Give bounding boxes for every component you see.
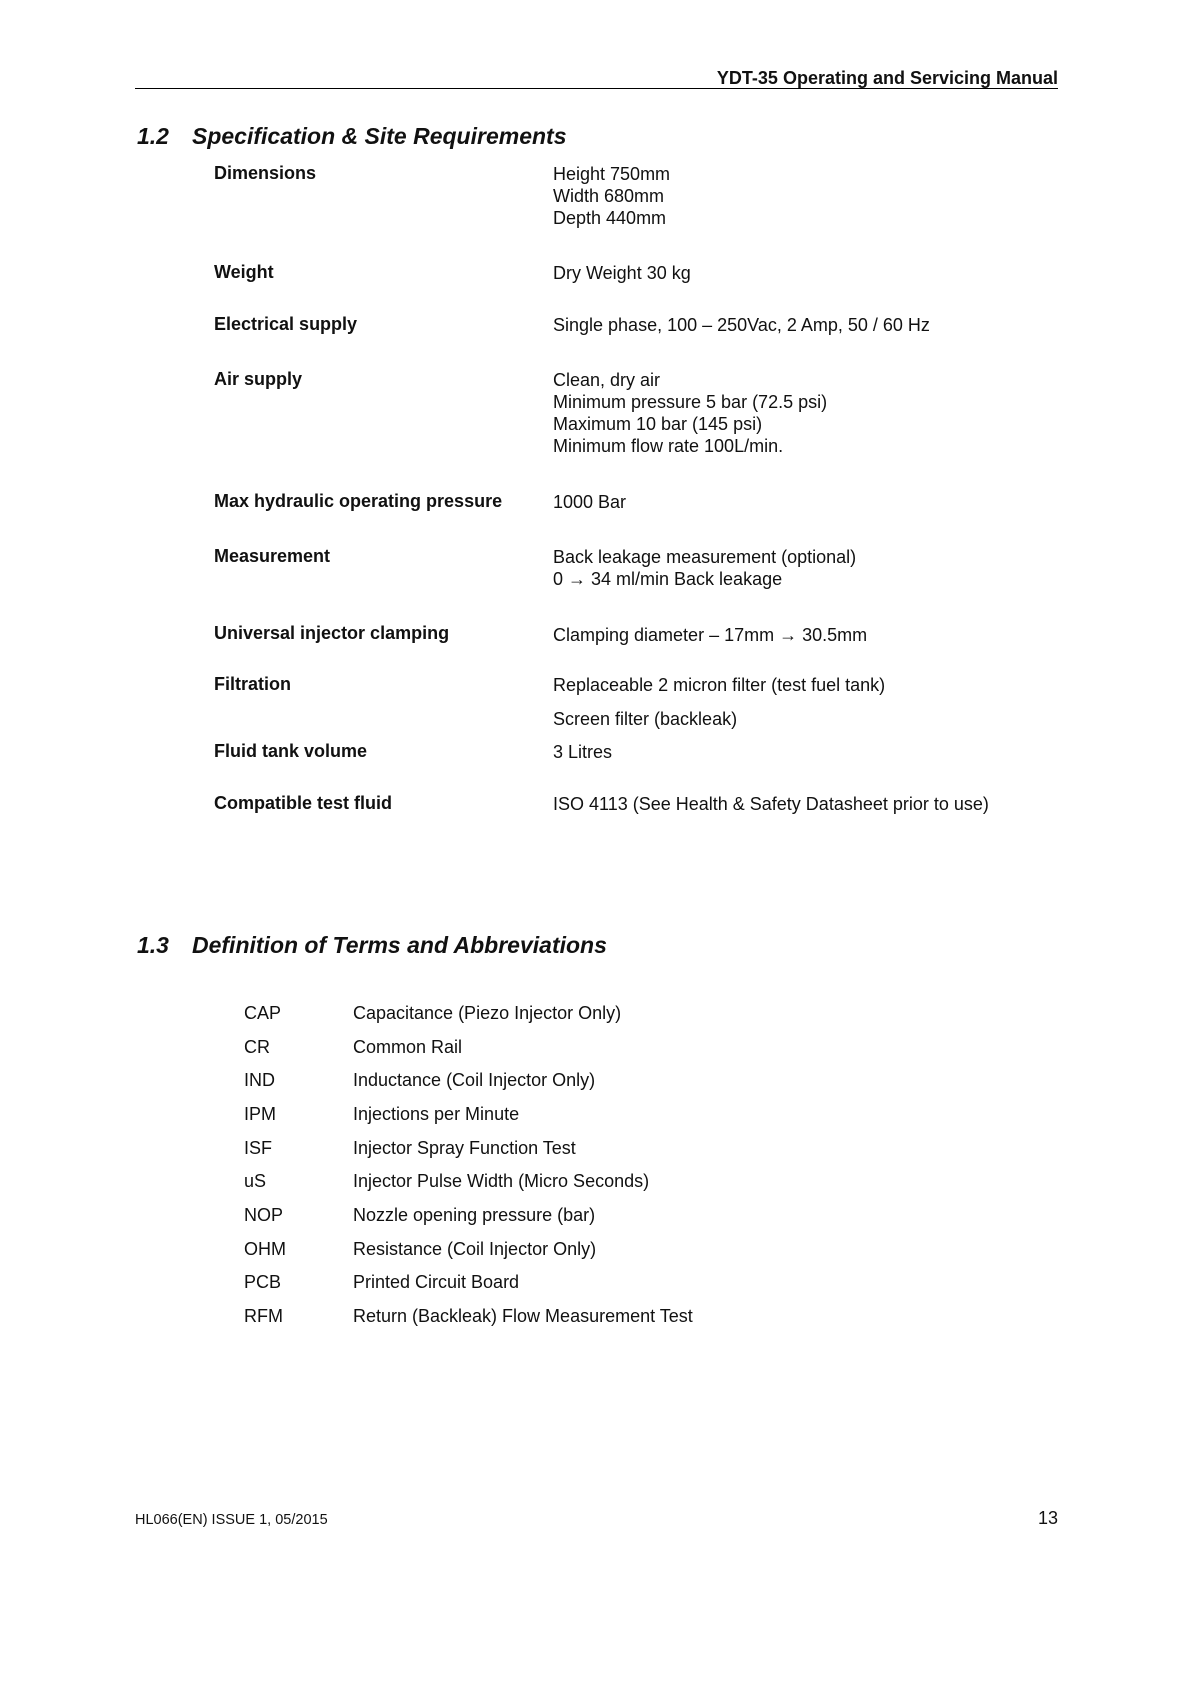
section-number: 1.3	[137, 932, 169, 958]
spec-label: Electrical supply	[214, 314, 358, 334]
term-definition: Resistance (Coil Injector Only)	[353, 1239, 597, 1259]
term-definition: Injector Spray Function Test	[353, 1138, 576, 1158]
term-definition: Injections per Minute	[353, 1104, 520, 1124]
spec-value-line: Minimum flow rate 100L/min.	[553, 436, 784, 456]
section-title: Definition of Terms and Abbreviations	[192, 932, 607, 958]
spec-label: Air supply	[214, 369, 303, 389]
term-definition: Common Rail	[353, 1037, 463, 1057]
spec-value-line: Screen filter (backleak)	[553, 709, 738, 729]
term-definition: Return (Backleak) Flow Measurement Test	[353, 1306, 693, 1326]
spec-value-line: Minimum pressure 5 bar (72.5 psi)	[553, 392, 828, 412]
spec-value-line: Dry Weight 30 kg	[553, 263, 691, 283]
spec-value-line: 0 → 34 ml/min Back leakage	[553, 569, 783, 589]
footer-document-ref: HL066(EN) ISSUE 1, 05/2015	[135, 1512, 328, 1528]
spec-label: Weight	[214, 262, 274, 282]
spec-value-line: ISO 4113 (See Health & Safety Datasheet prior to use)	[553, 794, 989, 814]
term-abbreviation: RFM	[244, 1306, 283, 1326]
header-rule	[135, 88, 1058, 89]
term-abbreviation: PCB	[244, 1272, 282, 1292]
section-heading-spec	[137, 123, 566, 150]
spec-label: Measurement	[214, 546, 331, 566]
page-header-title: YDT-35 Operating and Servicing Manual	[716, 68, 1058, 88]
term-definition: Printed Circuit Board	[353, 1272, 520, 1292]
spec-label: Dimensions	[214, 163, 317, 183]
spec-label: Compatible test fluid	[214, 793, 393, 813]
term-definition: Injector Pulse Width (Micro Seconds)	[353, 1171, 650, 1191]
term-abbreviation: ISF	[244, 1138, 273, 1158]
section-heading-terms	[137, 932, 607, 959]
term-abbreviation: uS	[244, 1171, 267, 1191]
term-abbreviation: IND	[244, 1070, 275, 1090]
spec-value-line: Depth 440mm	[553, 208, 667, 228]
spec-value-line: Clean, dry air	[553, 370, 661, 390]
term-abbreviation: NOP	[244, 1205, 284, 1225]
term-definition: Nozzle opening pressure (bar)	[353, 1205, 596, 1225]
section-title: Specification & Site Requirements	[192, 123, 567, 149]
spec-value-line: 1000 Bar	[553, 492, 627, 512]
footer-page-number: 13	[1037, 1508, 1058, 1528]
spec-label: Filtration	[214, 674, 291, 694]
term-abbreviation: OHM	[244, 1239, 286, 1259]
spec-label: Max hydraulic operating pressure	[214, 491, 503, 511]
spec-label: Fluid tank volume	[214, 741, 368, 761]
spec-value-line: Replaceable 2 micron filter (test fuel tank)	[553, 675, 886, 695]
spec-value-line: Height 750mm	[553, 164, 671, 184]
spec-value-line: Clamping diameter – 17mm → 30.5mm	[553, 625, 868, 645]
term-definition: Capacitance (Piezo Injector Only)	[353, 1003, 622, 1023]
spec-value-line: Maximum 10 bar (145 psi)	[553, 414, 763, 434]
term-abbreviation: CR	[244, 1037, 270, 1057]
section-number: 1.2	[137, 123, 169, 149]
spec-value-line: Width 680mm	[553, 186, 665, 206]
spec-value-line: 3 Litres	[553, 742, 613, 762]
term-abbreviation: IPM	[244, 1104, 277, 1124]
term-definition: Inductance (Coil Injector Only)	[353, 1070, 596, 1090]
spec-label: Universal injector clamping	[214, 623, 450, 643]
spec-value-line: Single phase, 100 – 250Vac, 2 Amp, 50 / 60 Hz	[553, 315, 930, 335]
spec-value-line: Back leakage measurement (optional)	[553, 547, 857, 567]
term-abbreviation: CAP	[244, 1003, 282, 1023]
